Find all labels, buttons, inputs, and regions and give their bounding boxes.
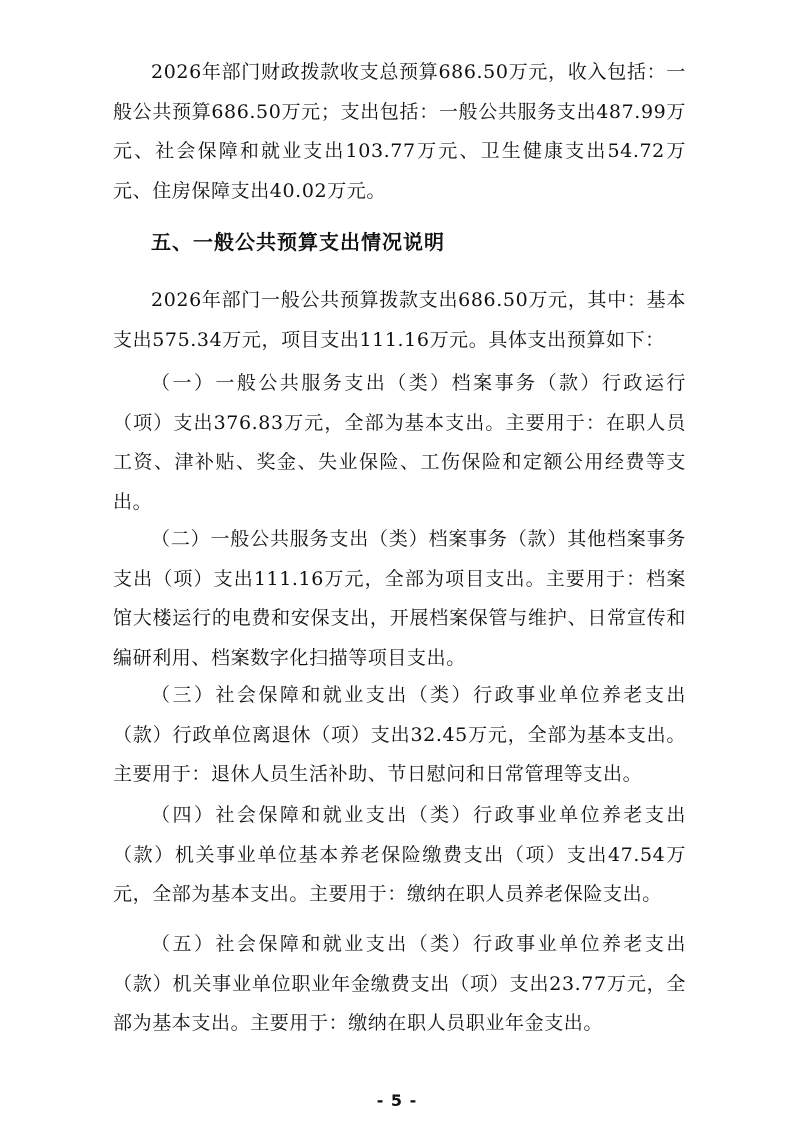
budget-summary-paragraph: 2026年部门财政拨款收支总预算686.50万元，收入包括：一般公共预算686.50万元；支出包括：一般公共服务支出487.99万元、社会保障和就业支出103.77万元、卫生健康支出54.72万元、住房保障支出40.02万元。 <box>113 61 686 202</box>
expenditure-item-2: （二）一般公共服务支出（类）档案事务（款）其他档案事务支出（项）支出111.16万元，全部为项目支出。主要用于：档案馆大楼运行的电费和安保支出，开展档案保管与维护、日常宣传和编研利用、档案数字化扫描等项目支出。 <box>113 528 686 669</box>
expenditure-item-4: （四）社会保障和就业支出（类）行政事业单位养老支出（款）机关事业单位基本养老保险缴费支出（项）支出47.54万元，全部为基本支出。主要用于：缴纳在职人员养老保险支出。 <box>113 804 686 906</box>
expenditure-item-1: （一）一般公共服务支出（类）档案事务（款）行政运行（项）支出376.83万元，全部为基本支出。主要用于：在职人员工资、津补贴、奖金、失业保险、工伤保险和定额公用经费等支出。 <box>113 372 686 513</box>
section-heading: 五、一般公共预算支出情况说明 <box>151 230 445 254</box>
expenditure-overview-paragraph: 2026年部门一般公共预算拨款支出686.50万元，其中：基本支出575.34万元，项目支出111.16万元。具体支出预算如下： <box>113 289 686 351</box>
expenditure-item-5: （五）社会保障和就业支出（类）行政事业单位养老支出（款）机关事业单位职业年金缴费支出（项）支出23.77万元，全部为基本支出。主要用于：缴纳在职人员职业年金支出。 <box>113 933 686 1035</box>
page-number: - 5 - <box>376 1091 418 1110</box>
expenditure-item-3: （三）社会保障和就业支出（类）行政事业单位养老支出（款）行政单位离退休（项）支出32.45万元，全部为基本支出。主要用于：退休人员生活补助、节日慰问和日常管理等支出。 <box>113 684 686 786</box>
